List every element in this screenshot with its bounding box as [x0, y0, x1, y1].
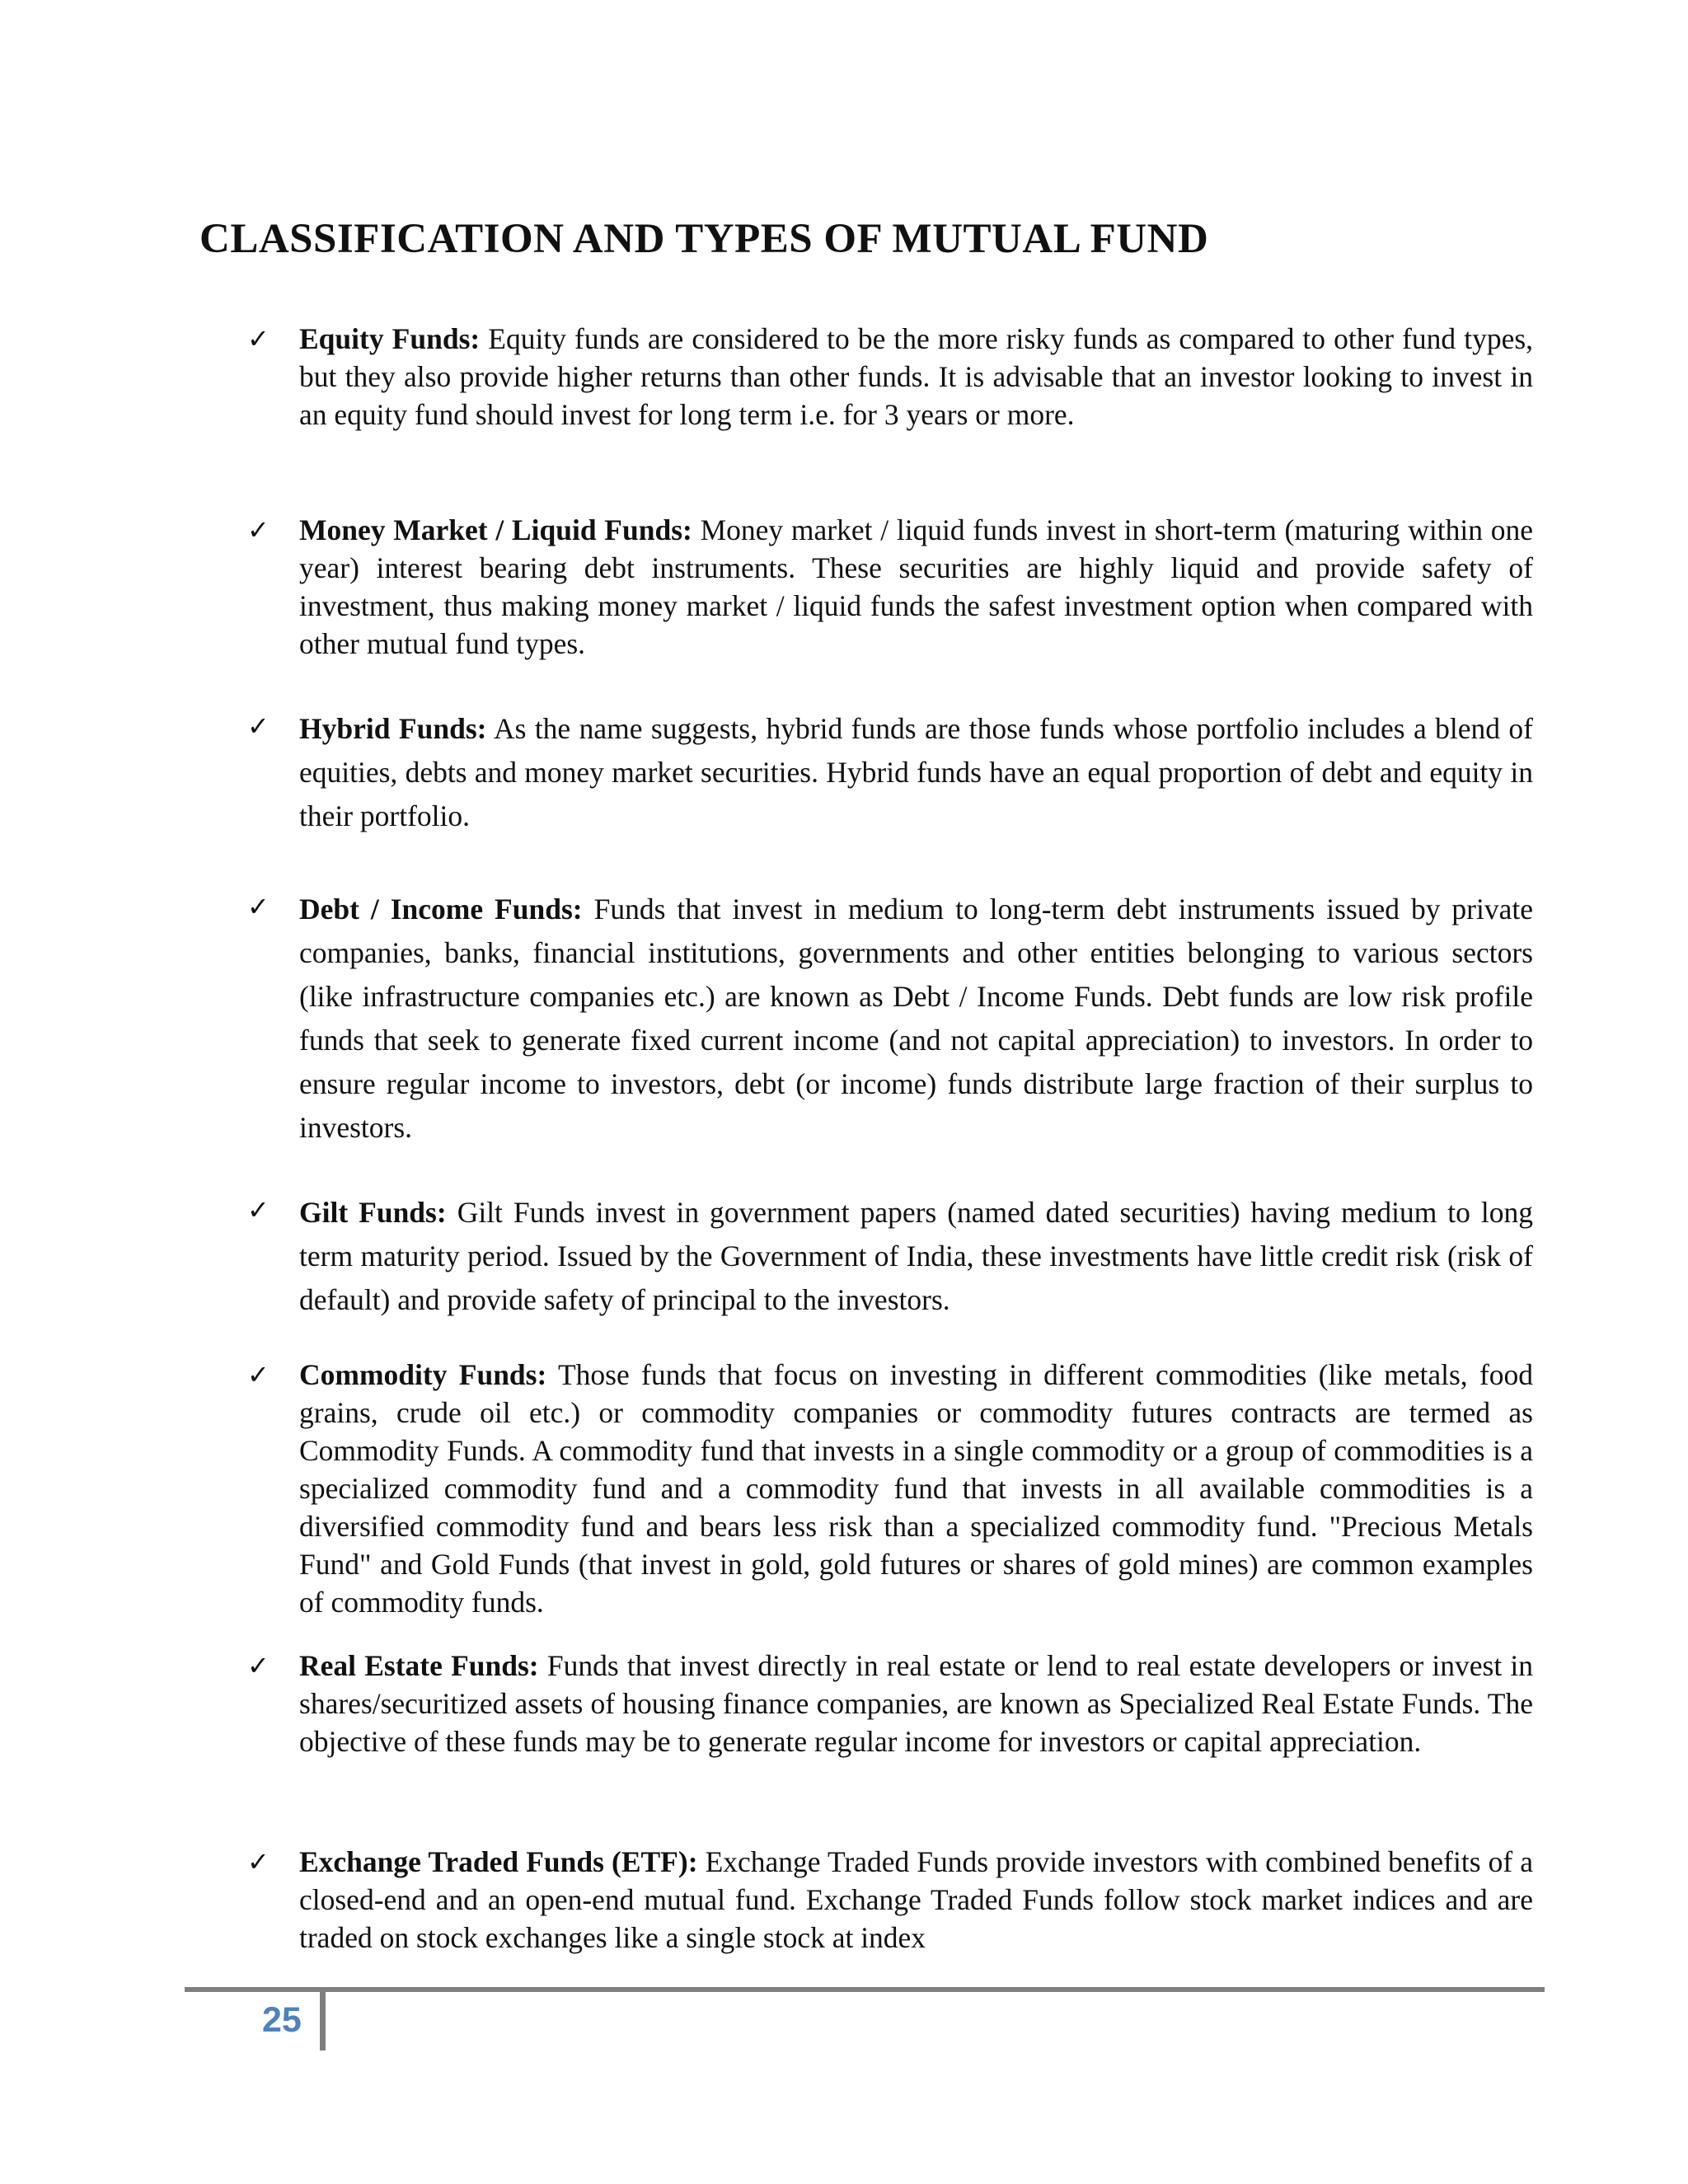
fund-name: Hybrid Funds: — [299, 712, 487, 745]
fund-description: Equity funds are considered to be the more risky funds as compared to other fund types, but they also provide higher returns than other funds. It is advisable that an investor looking to invest in an equity fund should invest for long term i.e. for 3 years or more. — [299, 322, 1534, 431]
fund-description: Funds that invest in medium to long-term debt instruments issued by private companies, banks, financial institutions, governments and other entities belonging to various sectors (like infrastructure companies etc.) are known as Debt / Income Funds. Debt funds are low risk profile funds that seek to generate fixed current income (and not capital appreciation) to investors. In order to ensure regular income to investors, debt (or income) funds distribute large fraction of their surplus to investors. — [299, 893, 1533, 1144]
list-item-commodity-funds — [247, 1356, 1533, 1621]
list-item-hybrid-funds — [247, 707, 1533, 838]
list-item-text — [299, 320, 1533, 434]
list-item-gilt-funds — [247, 1191, 1533, 1322]
page-title: CLASSIFICATION AND TYPES OF MUTUAL FUND — [199, 216, 1209, 262]
check-icon: ✓ — [247, 1650, 270, 1681]
page-number-separator — [320, 1992, 326, 2050]
fund-description: As the name suggests, hybrid funds are those funds whose portfolio includes a blend of equities, debts and money market securities. Hybrid funds have an equal proportion of debt and equity in their portfolio. — [299, 712, 1533, 832]
fund-description: Money market / liquid funds invest in short-term (maturing within one year) interest bearing debt instruments. These securities are highly liquid and provide safety of investment, thus making money market / liquid funds the safest investment option when compared with other mutual fund types. — [299, 513, 1533, 660]
fund-name: Money Market / Liquid Funds: — [299, 513, 692, 546]
fund-name: Debt / Income Funds: — [299, 893, 583, 926]
list-item-text — [299, 1356, 1533, 1621]
fund-name: Real Estate Funds: — [299, 1649, 539, 1682]
list-item-text — [299, 1191, 1533, 1322]
list-item-money-market-funds — [247, 511, 1533, 663]
page-number: 25 — [262, 2000, 302, 2040]
fund-name: Exchange Traded Funds (ETF): — [299, 1845, 698, 1878]
fund-description: Exchange Traded Funds provide investors with combined benefits of a closed-end and an open-end mutual fund. Exchange Traded Funds follow stock market indices and are traded on stock exchanges like a single stock at index — [299, 1845, 1534, 1954]
list-item-real-estate-funds — [247, 1647, 1533, 1760]
check-icon: ✓ — [247, 710, 270, 742]
list-item-text — [299, 511, 1533, 663]
check-icon: ✓ — [247, 1194, 270, 1226]
list-item-text — [299, 1843, 1533, 1957]
fund-name: Commodity Funds: — [299, 1358, 547, 1391]
fund-name: Equity Funds: — [299, 322, 481, 355]
list-item-equity-funds — [247, 320, 1533, 434]
fund-description: Funds that invest directly in real estate or lend to real estate developers or invest in shares/securitized assets of housing finance companies, are known as Specialized Real Estate Funds. The objective of these funds may be to generate regular income for investors or capital appreciation. — [299, 1649, 1534, 1758]
check-icon: ✓ — [247, 514, 270, 546]
check-icon: ✓ — [247, 1359, 270, 1390]
fund-description: Those funds that focus on investing in different commodities (like metals, food grains, crude oil etc.) or commodity companies or commodity futures contracts are termed as Commodity Funds. A commodity fund that invests in a single commodity or a group of commodities is a specialized commodity fund and a commodity fund that invests in all available commodities is a diversified commodity fund and bears less risk than a specialized commodity fund. "Precious Metals Fund" and Gold Funds (that invest in gold, gold futures or shares of gold mines) are common examples of commodity funds. — [299, 1358, 1534, 1619]
check-icon: ✓ — [247, 323, 270, 354]
fund-description: Gilt Funds invest in government papers (named dated securities) having medium to long term maturity period. Issued by the Government of India, these investments have little credit risk (risk of default) and provide safety of principal to the investors. — [299, 1196, 1534, 1316]
list-item-debt-income-funds — [247, 888, 1533, 1150]
list-item-text — [299, 1647, 1533, 1760]
check-icon: ✓ — [247, 891, 270, 922]
list-item-text — [299, 707, 1533, 838]
check-icon: ✓ — [247, 1846, 270, 1877]
list-item-exchange-traded-funds — [247, 1843, 1533, 1957]
list-item-text — [299, 888, 1533, 1150]
footer-divider — [185, 1987, 1545, 1992]
fund-name: Gilt Funds: — [299, 1196, 447, 1229]
